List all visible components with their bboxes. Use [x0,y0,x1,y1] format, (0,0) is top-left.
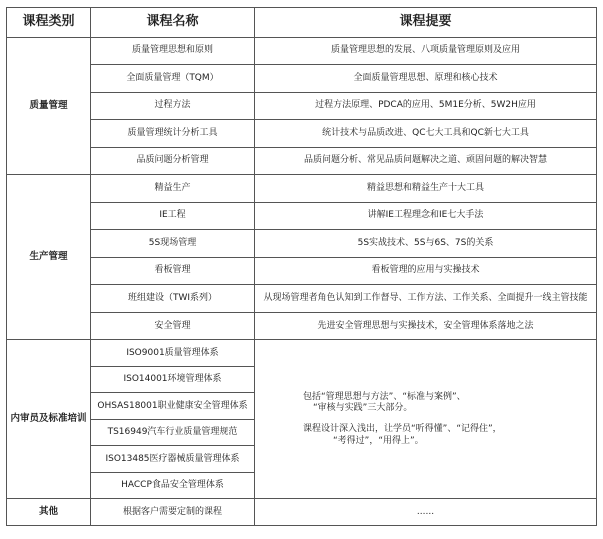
table-row [7,340,597,367]
table-row [7,285,597,313]
course-summary: ...... [255,499,597,526]
course-summary: 全面质量管理思想、原理和核心技术 [255,65,597,93]
table-row [7,65,597,93]
table-row [7,202,597,230]
course-summary: 统计技术与品质改进、QC七大工具和QC新七大工具 [255,120,597,148]
course-name: 5S现场管理 [91,230,255,258]
course-name: 品质问题分析管理 [91,147,255,175]
table-row [7,120,597,148]
header-category: 课程类别 [7,8,91,38]
summary-line: “审核与实践”三大部分。 [313,403,413,414]
course-name: 质量管理思想和原则 [91,37,255,65]
table-row [7,175,597,203]
table-row [7,499,597,526]
table-row [7,257,597,285]
course-name: ISO13485医疗器械质量管理体系 [91,446,255,473]
course-summary: 品质问题分析、常见品质问题解决之道、顽固问题的解决智慧 [255,147,597,175]
summary-line: 包括“管理思想与方法”、“标准与案例”、 [303,391,466,402]
course-name: ISO14001环境管理体系 [91,366,255,393]
summary-line: “考得过”，“用得上”。 [333,435,424,446]
course-name: 根据客户需要定制的课程 [91,499,255,526]
category-cell: 内审员及标准培训 [7,340,91,499]
course-summary-block [255,340,597,499]
course-name: 质量管理统计分析工具 [91,120,255,148]
table-row [7,312,597,340]
summary-line: 课程设计深入浅出，让学员“听得懂”、“记得住”， [303,424,502,435]
course-table [6,7,597,526]
course-name: TS16949汽车行业质量管理规范 [91,419,255,446]
course-name: HACCP食品安全管理体系 [91,472,255,499]
table-row [7,147,597,175]
course-summary: 过程方法原理、PDCA的应用、5M1E分析、5W2H应用 [255,92,597,120]
course-name: 全面质量管理（TQM） [91,65,255,93]
course-name: 班组建设（TWI系列） [91,285,255,313]
course-name: IE工程 [91,202,255,230]
course-summary: 精益思想和精益生产十大工具 [255,175,597,203]
table-row [7,230,597,258]
category-cell: 其他 [7,499,91,526]
course-name: 过程方法 [91,92,255,120]
header-summary: 课程提要 [255,8,597,38]
course-summary: 5S实战技术、5S与6S、7S的关系 [255,230,597,258]
course-summary: 从现场管理者角色认知到工作督导、工作方法、工作关系、全面提升一线主管技能 [255,285,597,313]
category-cell: 质量管理 [7,37,91,175]
course-summary: 质量管理思想的发展、八项质量管理原则及应用 [255,37,597,65]
table-row [7,37,597,65]
course-summary: 看板管理的应用与实操技术 [255,257,597,285]
course-name: 精益生产 [91,175,255,203]
table-row [7,92,597,120]
category-cell: 生产管理 [7,175,91,340]
course-name: ISO9001质量管理体系 [91,340,255,367]
course-name: OHSAS18001职业健康安全管理体系 [91,393,255,420]
course-summary: 讲解IE工程理念和IE七大手法 [255,202,597,230]
course-name: 看板管理 [91,257,255,285]
header-course-name: 课程名称 [91,8,255,38]
course-name: 安全管理 [91,312,255,340]
header-row [7,8,597,38]
course-summary: 先进安全管理思想与实操技术，安全管理体系落地之法 [255,312,597,340]
